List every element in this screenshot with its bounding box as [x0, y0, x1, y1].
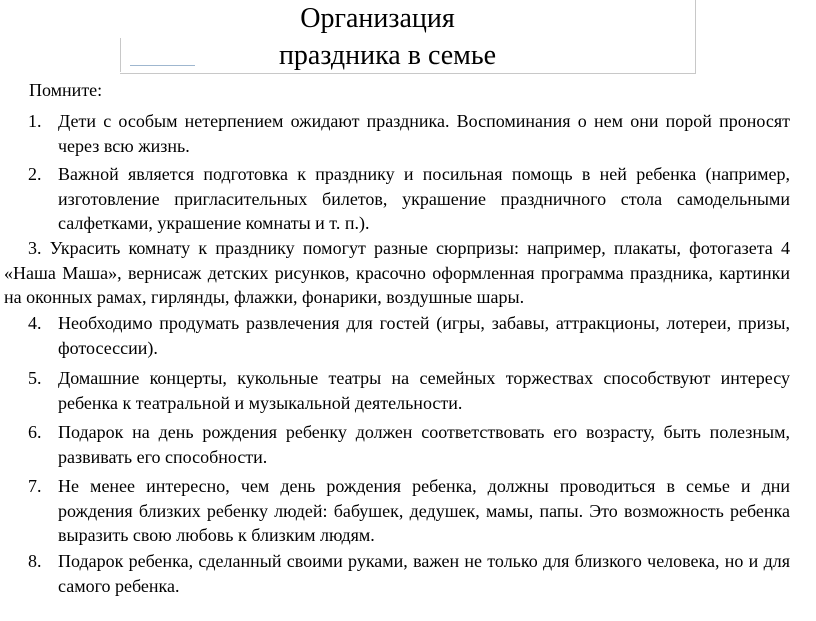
- list-item-text: Дети с особым нетерпением ожидают праздника. Воспоминания о нем они порой проносят через всю жизнь.: [58, 111, 790, 156]
- list-item-1: [28, 109, 790, 158]
- list-item-text: Домашние концерты, кукольные театры на семейных торжествах способствуют интересу ребенка к театральной и музыкальной деятельности.: [58, 368, 790, 413]
- list-item-text: Не менее интересно, чем день рождения ребенка, должны проводиться в семье и дни рождения близких ребенку людей: бабушек, дедушек, мамы, папы. Это возможность ребенка выразить свою любовь к близким людям.: [58, 476, 790, 545]
- list-item-number: 8.: [28, 551, 42, 571]
- list-item-text: Подарок ребенка, сделанный своими руками, важен не только для близкого человека, но и для самого ребенка.: [58, 551, 790, 596]
- list-item-number: 1.: [28, 111, 42, 131]
- list-item-number: 2.: [28, 164, 42, 184]
- page-title-line-1: Организация: [300, 3, 455, 34]
- list-item-8: [28, 549, 790, 598]
- list-item-5: [28, 366, 790, 415]
- list-item-number: 5.: [28, 368, 42, 388]
- list-item-number: 6.: [28, 422, 42, 442]
- list-item-7: [28, 474, 790, 548]
- list-item-number: 7.: [28, 476, 42, 496]
- list-item-text: 3. Украсить комнату к празднику помогут разные сюрпризы: например, плакаты, фотогазета 4 «Наша Маша», вернисаж детских рисунков, красочно оформленная программа праздника, картинки на оконных рамах, гирлянды, флажки, фонарики, воздушные шары.: [4, 238, 790, 307]
- list-item-text: Подарок на день рождения ребенку должен соответствовать его возрасту, быть полезным, развивать его способности.: [58, 422, 790, 467]
- list-item-4: [28, 311, 790, 360]
- list-item-6: [28, 420, 790, 469]
- list-item-3: [4, 236, 790, 310]
- list-item-text: Важной является подготовка к празднику и посильная помощь в ней ребенка (например, изготовление пригласительных билетов, украшение праздничного стола самодельными салфетками, украшение комнаты и т. п.).: [58, 164, 790, 233]
- list-item-text: Необходимо продумать развлечения для гостей (игры, забавы, аттракционы, лотереи, призы, фотосессии).: [58, 313, 790, 358]
- list-item-number: 4.: [28, 313, 42, 333]
- page-title-line-2: праздника в семье: [278, 40, 497, 71]
- list-item-2: [28, 162, 790, 236]
- title-frame: [120, 0, 696, 74]
- intro-text: Помните:: [29, 80, 103, 100]
